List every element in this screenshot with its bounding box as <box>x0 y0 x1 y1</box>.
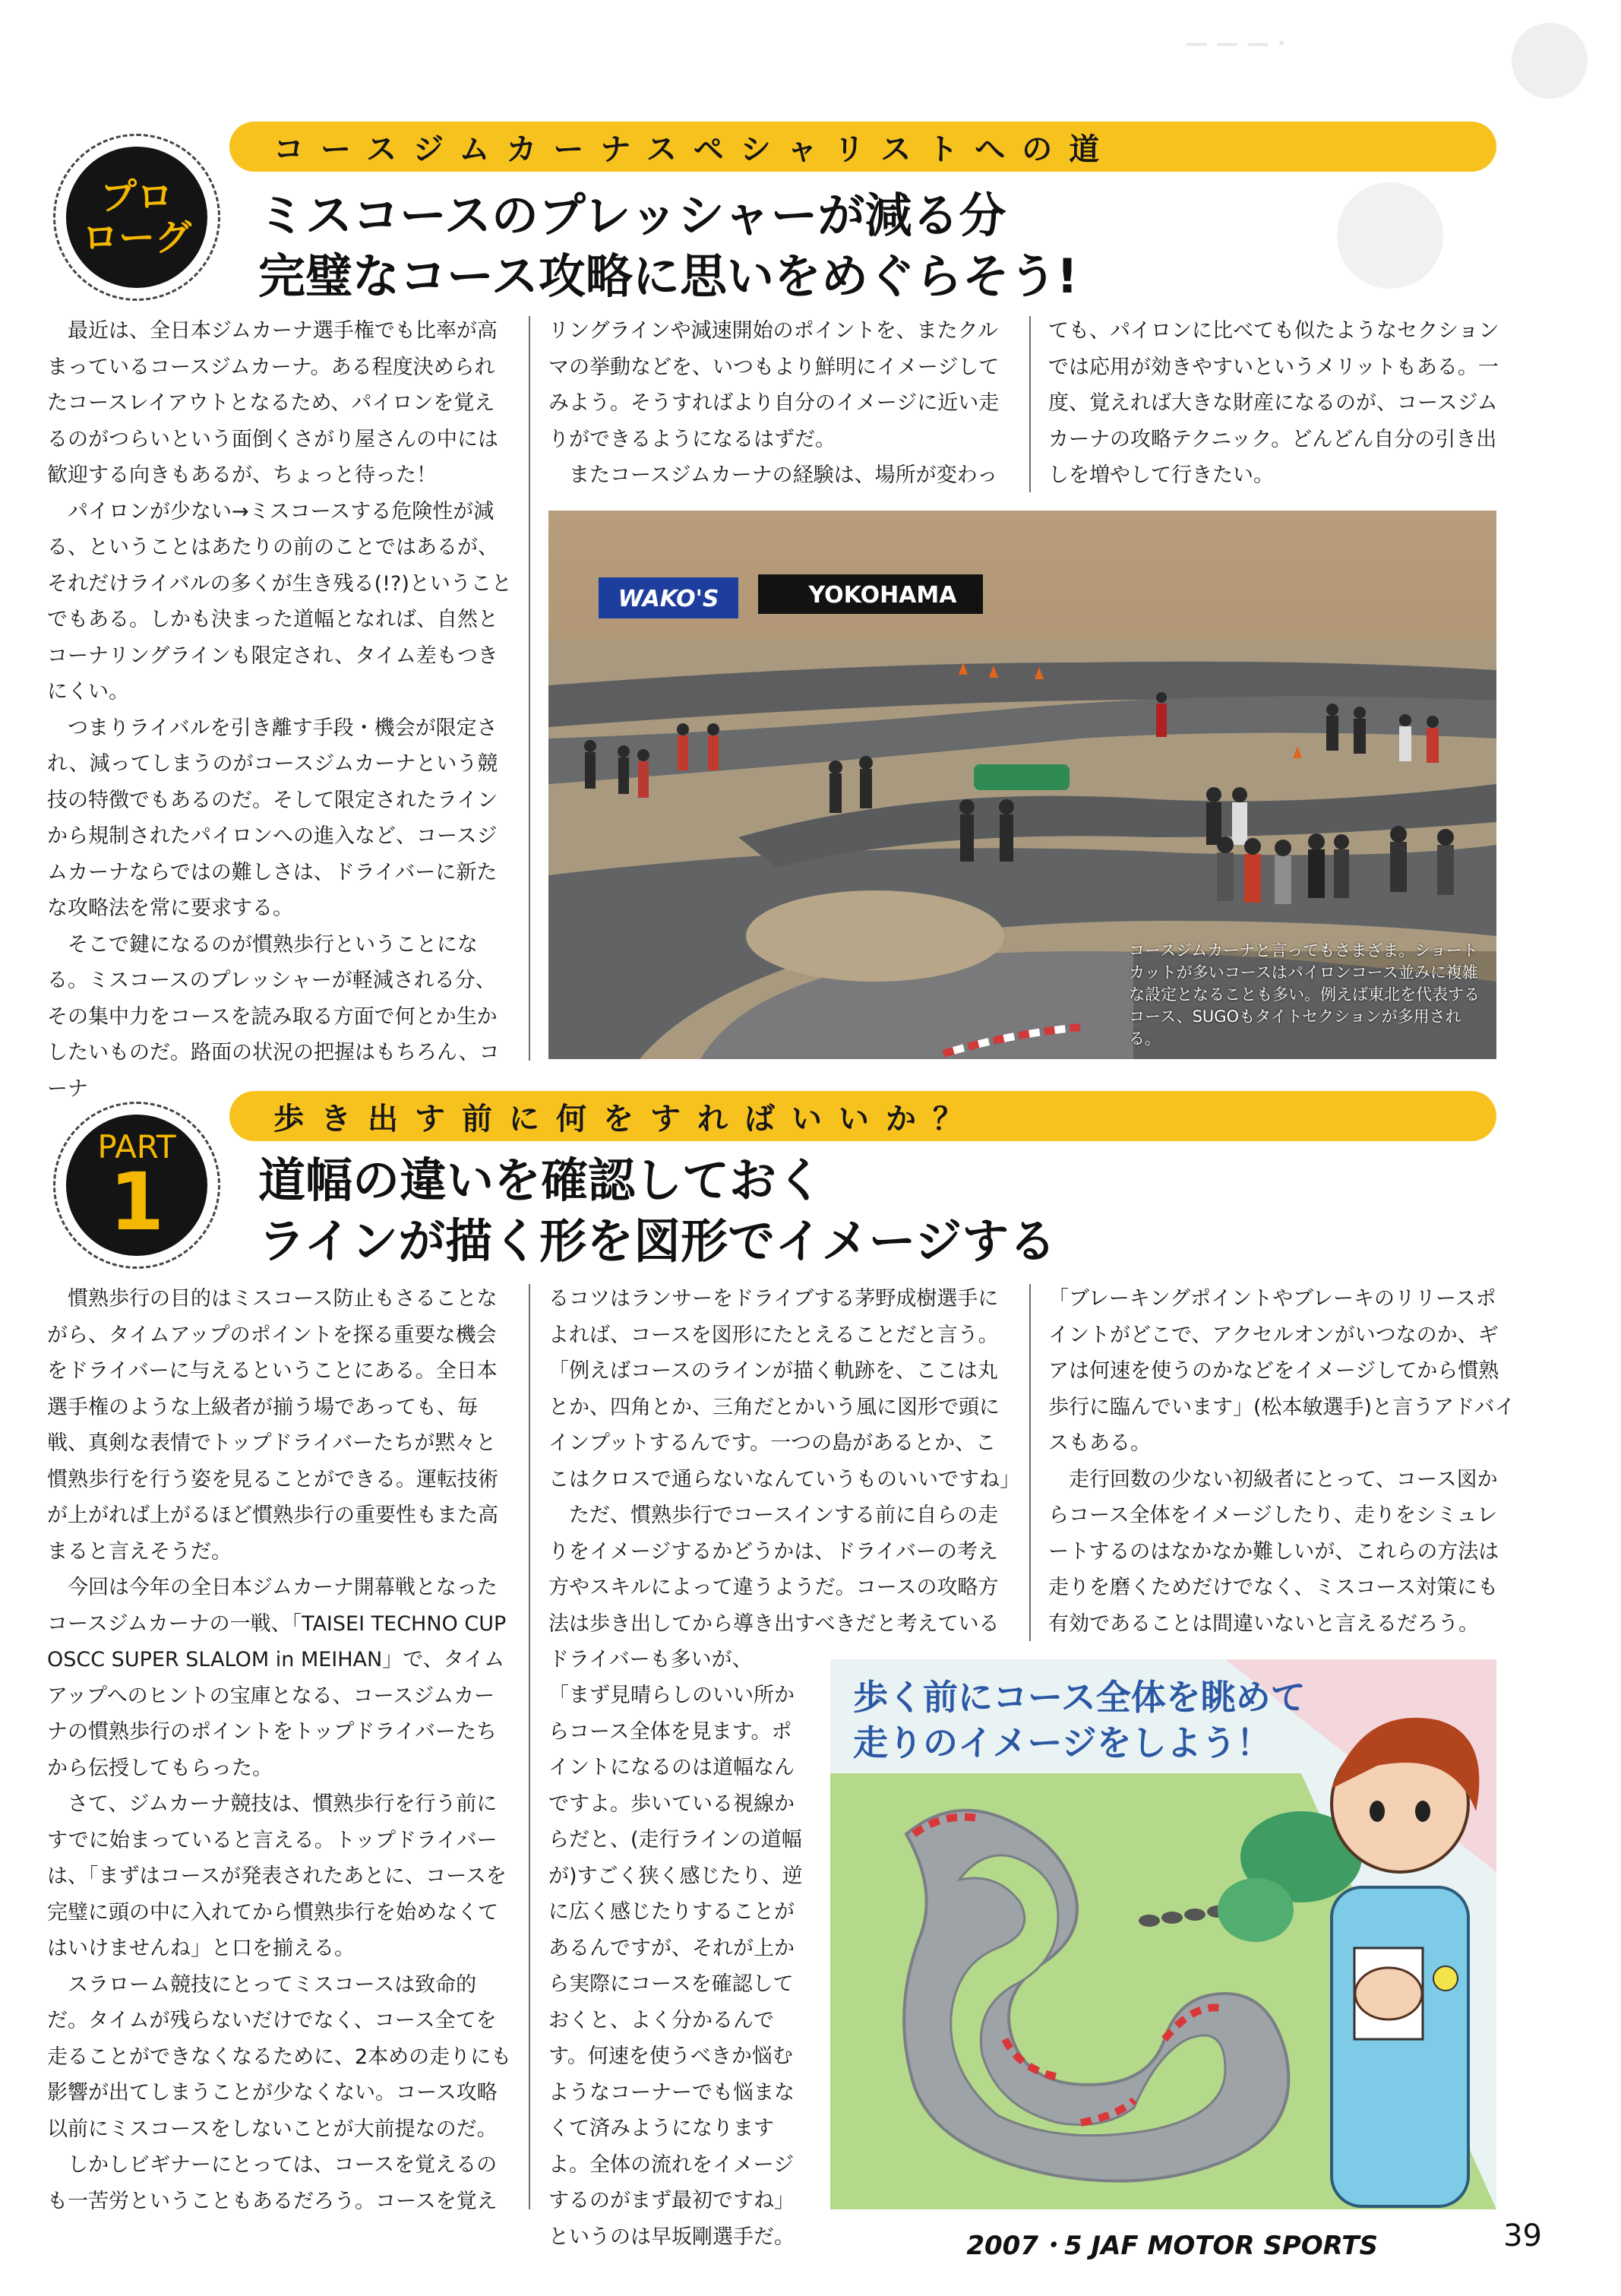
part1-badge-number: 1 <box>109 1156 165 1248</box>
column-divider <box>529 316 530 1061</box>
course-walk-illustration <box>830 1659 1496 2209</box>
part1-col-2 <box>548 1281 1020 1678</box>
paragraph: またコースジムカーナの経験は、場所が変わっ <box>569 463 998 487</box>
part1-badge-label: PART <box>97 1128 176 1165</box>
page-number: 39 <box>1503 2219 1542 2253</box>
column-divider <box>529 1284 530 2209</box>
part1-col-3 <box>1048 1281 1515 1642</box>
paragraph: 慣熟歩行の目的はミスコース防止もさることながら、タイムアップのポイントを探る重要な機会をドライバーに与えるということにある。全日本選手権のような上級者が揃う場であっても、毎戦、真剣な表情でトップドライバーたちが黙々と慣熟歩行を行う姿を見ることができる。運転技術が上がれば上がるほど慣熟歩行の重要性もまた高まると言えそうだ。 <box>47 1287 498 1564</box>
paragraph: そこで鍵になるのが慣熟歩行ということになる。ミスコースのプレッシャーが軽減される分、その集中力をコースを読み取る方面で何とか生かしたいものだ。路面の状況の把握はもちろん、コーナ <box>47 932 500 1101</box>
ghost-print: — — — · <box>1185 30 1286 57</box>
paragraph: 最近は、全日本ジムカーナ選手権でも比率が高まっているコースジムカーナ。ある程度決められたコースレイアウトとなるため、パイロンを覚えるのがつらいという面倒くさがり屋さんの中には歓迎する向きもあるが、ちょっと待った！ <box>47 319 498 487</box>
prologue-badge-label: プロ ローグ <box>81 176 191 259</box>
prologue-col-2 <box>548 313 1016 494</box>
paragraph: 「ブレーキングポイントやブレーキのリリースポイントがどこで、アクセルオンがいつなのか、ギアは何速を使うのかなどをイメージしてから慣熟歩行に臨んでいます」(松本敏選手)と言うアドバイスもある。 <box>1048 1287 1515 1455</box>
illustration-title-line-1: 歩く前にコース全体を眺めて <box>853 1677 1306 1718</box>
part1-headline-1: 道幅の違いを確認しておく <box>258 1153 824 1208</box>
paragraph: パイロンが少ない→ミスコースする危険性が減る、ということはあたりの前のことではあるが、それだけライバルの多くが生き残る(!?)ということでもある。しかも決まった道幅となれば、自然とコーナリングラインも限定され、タイム差もつきにくい。 <box>47 499 512 704</box>
part1-col-2-narrow: 「まず見晴らしのいい所からコース全体を見ます。ポイントになるのは道幅なんですよ。歩いている視線からだと、(走行ラインの道幅が)すごく狭く感じたり、逆に広く感じたりすることがあるんですが、それが上から実際にコースを確認しておくと、よく分かるんです。何速を使うべきか悩むようなコーナーでも悩まなくて済みようになりますよ。全体の流れをイメージするのがまず最初ですね」というのは早坂剛選手だ。 <box>548 1684 803 2249</box>
illustration-title <box>853 1675 1306 1766</box>
yokohama-sign-text: YOKOHAMA <box>808 582 957 609</box>
prologue-headline-2: 完璧なコース攻略に思いをめぐらそう! <box>258 248 1079 304</box>
part1-col-1 <box>47 1281 514 2219</box>
character-illustration <box>1332 1718 1479 2206</box>
paragraph: スラローム競技にとってミスコースは致命的だ。タイムが残らないだけでなく、コース全てを走ることができなくなるために、2本めの走りにも影響が出てしまうことが少なくない。コース攻略以前にミスコースをしないことが大前提なのだ。 <box>47 1972 512 2141</box>
part1-headline-2: ラインが描く形を図形でイメージする <box>258 1213 1057 1269</box>
wakos-sign-text: WAKO'S <box>618 586 719 612</box>
section-banner-prologue: コースジムカーナスペシャリストへの道 <box>229 122 1496 172</box>
paragraph: 走行回数の少ない初級者にとって、コース図からコース全体をイメージしたり、走りをシミュレートするのはなかなか難しいが、これらの方法は走りを磨くためだけでなく、ミスコース対策にも有効であることは間違いないと言えるだろう。 <box>1048 1467 1499 1636</box>
paragraph: るコツはランサーをドライブする茅野成樹選手によれば、コースを図形にたとえることだと言う。「例えばコースのラインが描く軌跡を、ここは丸とか、四角とか、三角だとかいう風に図形で頭にインプットするんです。一つの島があるとか、ここはクロスで通らないなんていうものいいですね」 <box>548 1287 1020 1491</box>
paragraph: しかしビギナーにとっては、コースを覚えるのも一苦労ということもあるだろう。コースを覚え <box>47 2153 498 2213</box>
ghost-circle-2 <box>1337 182 1443 289</box>
illustration-title-line-2: 走りのイメージをしよう！ <box>853 1722 1272 1763</box>
column-divider <box>1029 316 1031 492</box>
part1-badge <box>53 1102 220 1269</box>
paragraph: さて、ジムカーナ競技は、慣熟歩行を行う前にすでに始まっていると言える。トップドライバーは、「まずはコースが発表されたあとに、コースを完璧に頭の中に入れてから慣熟歩行を始めなくてはいけませんね」と口を揃える。 <box>47 1792 507 1960</box>
course-walk-photo <box>548 511 1496 1059</box>
paragraph: ただ、慣熟歩行でコースインする前に自らの走りをイメージするかどうかは、ドライバーの考え方やスキルによって違うようだ。コースの攻略方法は歩き出してから導き出すべきだと考えているドライバーも多いが、 <box>548 1504 1000 1671</box>
paragraph: 今回は今年の全日本ジムカーナ開幕戦となったコースジムカーナの一戦、「TAISEI TECHNO CUP OSCC SUPER SLALOM in MEIHAN」で、タイムアップへのヒントの宝庫となる、コースジムカーナの慣熟歩行のポイントをトップドライバーたちから伝授してもらった。 <box>47 1576 507 1780</box>
magazine-footer: 2007・5 JAF MOTOR SPORTS <box>966 2231 1378 2261</box>
prologue-col-3 <box>1048 313 1515 494</box>
ghost-circle <box>1512 23 1588 99</box>
photo-caption: コースジムカーナと言ってもさまざま。ショートカットが多いコースはパイロンコース並みに複雑な設定となることも多い。例えば東北を代表するコース、SUGOもタイトセクションが多用される。 <box>1129 941 1480 1048</box>
prologue-headline-1: ミスコースのプレッシャーが減る分 <box>258 188 1006 243</box>
paragraph: ても、パイロンに比べても似たようなセクションでは応用が効きやすいというメリットもある。一度、覚えれば大きな財産になるのが、コースジムカーナの攻略テクニック。どんどん自分の引き出しを増やして行きたい。 <box>1048 319 1499 487</box>
paragraph: つまりライバルを引き離す手段・機会が限定され、減ってしまうのがコースジムカーナという競技の特徴でもあるのだ。そして限定されたラインから規制されたパイロンへの進入など、コースジムカーナならではの難しさは、ドライバーに新たな攻略法を常に要求する。 <box>47 716 498 920</box>
paragraph: リングラインや減速開始のポイントを、またクルマの挙動などを、いつもより鮮明にイメージしてみよう。そうすればより自分のイメージに近い走りができるようになるはずだ。 <box>548 319 1000 451</box>
prologue-col-1 <box>47 313 514 1107</box>
column-divider <box>1029 1284 1031 1641</box>
prologue-badge <box>53 134 220 301</box>
section-banner-part1: 歩き出す前に何をすればいいか？ <box>229 1091 1496 1141</box>
